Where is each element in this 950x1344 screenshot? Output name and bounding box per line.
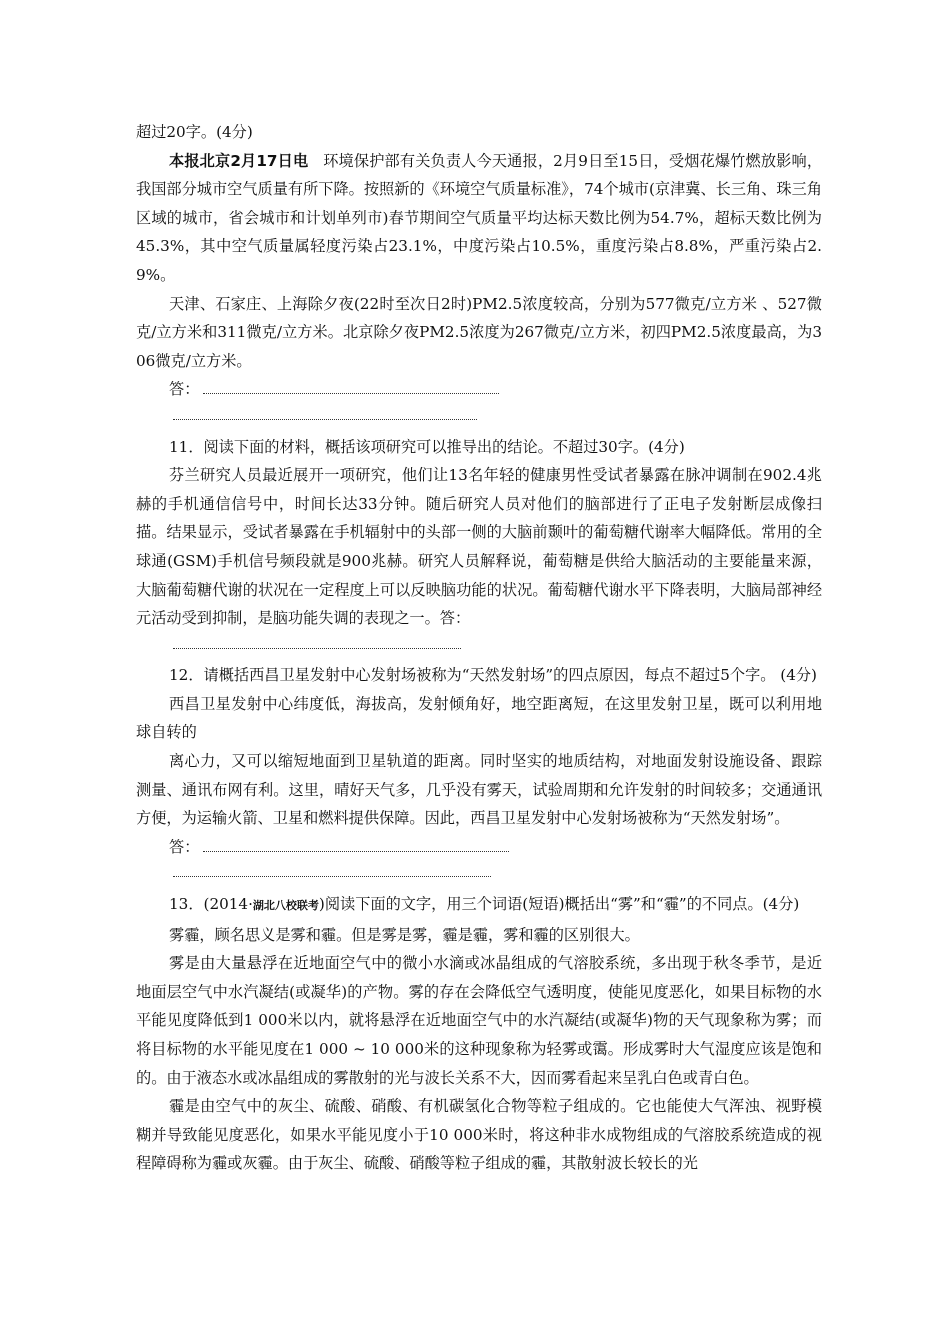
document-body — [136, 118, 822, 1178]
news-paragraph-1-text: 环境保护部有关负责人今天通报，2月9日至15日，受烟花爆竹燃放影响，我国部分城市空气质量有所下降。按照新的《环境空气质量标准》，74个城市(京津冀、长三角、珠三角区域的城市，省会城市和计划单列市)春节期间空气质量平均达标天数比例为54.7%，超标天数比例为45.3%，其中空气质量属轻度污染占23.1%，中度污染占10.5%，重度污染占8.8%，严重污染占2.9%。 — [136, 151, 823, 284]
answer-label: 答： — [169, 380, 200, 399]
q12-material-1: 西昌卫星发射中心纬度低，海拔高，发射倾角好，地空距离短，在这里发射卫星，既可以利用地球自转的 — [136, 694, 822, 742]
news-dateline: 本报北京2月17日电 — [169, 151, 309, 170]
answer-label: 答： — [169, 837, 200, 856]
q11-title: 11．阅读下面的材料，概括该项研究可以推导出的结论。不超过30字。(4分) — [169, 437, 685, 456]
answer-blank[interactable] — [203, 850, 509, 852]
prev-question-tail: 超过20字。(4分) — [136, 123, 253, 141]
answer-blank[interactable] — [173, 418, 477, 420]
q12-answer-line-2 — [136, 861, 822, 890]
news-paragraph-1 — [136, 147, 822, 290]
q11-material: 芬兰研究人员最近展开一项研究，他们让13名年轻的健康男性受试者暴露在脉冲调制在902.4兆赫的手机通信信号中，时间长达33分钟。随后研究人员对他们的脑部进行了正电子发射断层成像扫描。结果显示，受试者暴露在手机辐射中的头部一侧的大脑前颞叶的葡萄糖代谢率大幅降低。常用的全球通(GSM)手机信号频段就是900兆赫。研究人员解释说，葡萄糖是供给大脑活动的主要能量来源，大脑葡萄糖代谢的状况在一定程度上可以反映脑功能的状况。葡萄糖代谢水平下降表明，大脑局部神经元活动受到抑制，是脑功能失调的表现之一。答： — [136, 466, 822, 628]
q12-answer-line-1 — [136, 833, 822, 862]
answer-line-2 — [136, 404, 822, 433]
q13-material-1: 雾霾，顾名思义是雾和霾。但是雾是雾，霾是霾，雾和霾的区别很大。 — [169, 925, 640, 944]
news-paragraph-2: 天津、石家庄、上海除夕夜(22时至次日2时)PM2.5浓度较高，分别为577微克/立方米 、527微克/立方米和311微克/立方米。北京除夕夜PM2.5浓度为267微克/立方米，初四PM2.5浓度最高，为306微克/立方米。 — [136, 294, 822, 370]
q12-material-2: 离心力，又可以缩短地面到卫星轨道的距离。同时坚实的地质结构，对地面发射设施设备、跟踪测量、通讯布网有利。这里，晴好天气多，几乎没有雾天，试验周期和允许发射的时间较多；交通通讯方便，为运输火箭、卫星和燃料提供保障。因此，西昌卫星发射中心发射场被称为“天然发射场”。 — [136, 752, 822, 828]
q12-title: 12．请概括西昌卫星发射中心发射场被称为“天然发射场”的四点原因，每点不超过5个字。 (4分) — [169, 666, 817, 685]
answer-blank[interactable] — [203, 392, 499, 394]
q13-title: 13．(2014·湖北八校联考)阅读下面的文字，用三个词语(短语)概括出“雾”和“霾”的不同点。(4分) — [169, 895, 800, 914]
answer-line-1 — [136, 375, 822, 404]
answer-blank[interactable] — [173, 647, 461, 649]
q13-material-2: 雾是由大量悬浮在近地面空气中的微小水滴或冰晶组成的气溶胶系统，多出现于秋冬季节，是近地面层空气中水汽凝结(或凝华)的产物。雾的存在会降低空气透明度，使能见度恶化，如果目标物的水平能见度降低到1 000米以内，就将悬浮在近地面空气中的水汽凝结(或凝华)物的天气现象称为雾；而将目标物的水平能见度在1 000 ~ 10 000米的这种现象称为轻雾或霭。形成雾时大气湿度应该是饱和的。由于液态水或冰晶组成的雾散射的光与波长关系不大，因而雾看起来呈乳白色或青白色。 — [136, 954, 822, 1087]
answer-blank[interactable] — [173, 875, 491, 877]
q11-answer-line — [136, 633, 822, 662]
q13-material-3: 霾是由空气中的灰尘、硫酸、硝酸、有机碳氢化合物等粒子组成的。它也能使大气浑浊、视野模糊并导致能见度恶化，如果水平能见度小于10 000米时，将这种非水成物组成的气溶胶系统造成的视程障碍称为霾或灰霾。由于灰尘、硫酸、硝酸等粒子组成的霾，其散射波长较长的光 — [136, 1097, 822, 1173]
q13-source-tag: 湖北八校联考 — [252, 899, 319, 913]
